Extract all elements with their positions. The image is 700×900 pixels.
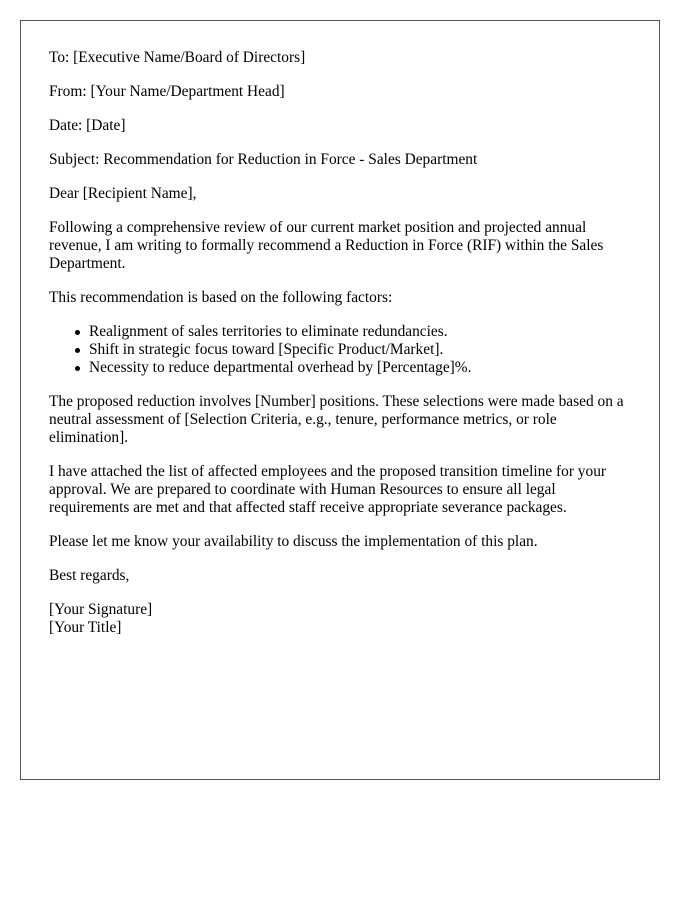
memo-subject: Subject: Recommendation for Reduction in Force - Sales Department: [49, 151, 478, 168]
intro-paragraph: Following a comprehensive review of our current market position and projected annual revenue, I am writing to formally recommend a Reduction in Force (RIF) within the Sales Department.: [49, 219, 604, 272]
closing: Best regards,: [49, 567, 130, 584]
signature-block: [49, 601, 631, 637]
availability-paragraph: Please let me know your availability to discuss the implementation of this plan.: [49, 533, 538, 550]
factors-intro: This recommendation is based on the following factors:: [49, 289, 393, 306]
memo-date: Date: [Date]: [49, 117, 126, 134]
factor-list: [49, 323, 631, 377]
letter-page: [20, 20, 660, 780]
list-item: Shift in strategic focus toward [Specific Product/Market].: [89, 341, 631, 359]
attachment-paragraph: I have attached the list of affected employees and the proposed transition timeline for your approval. We are prepared to coordinate with Human Resources to ensure all legal requirements are met and that affected staff receive appropriate severance packages.: [49, 463, 607, 516]
list-item: Realignment of sales territories to eliminate redundancies.: [89, 323, 631, 341]
memo-from: From: [Your Name/Department Head]: [49, 83, 285, 100]
proposal-paragraph: The proposed reduction involves [Number] positions. These selections were made based on a neutral assessment of [Selection Criteria, e.g., tenure, performance metrics, or role elimination].: [49, 393, 624, 446]
salutation: Dear [Recipient Name],: [49, 185, 197, 202]
signature: [Your Signature]: [49, 601, 153, 618]
memo-to: To: [Executive Name/Board of Directors]: [49, 49, 306, 66]
list-item: Necessity to reduce departmental overhead by [Percentage]%.: [89, 359, 631, 377]
signer-title: [Your Title]: [49, 619, 122, 636]
